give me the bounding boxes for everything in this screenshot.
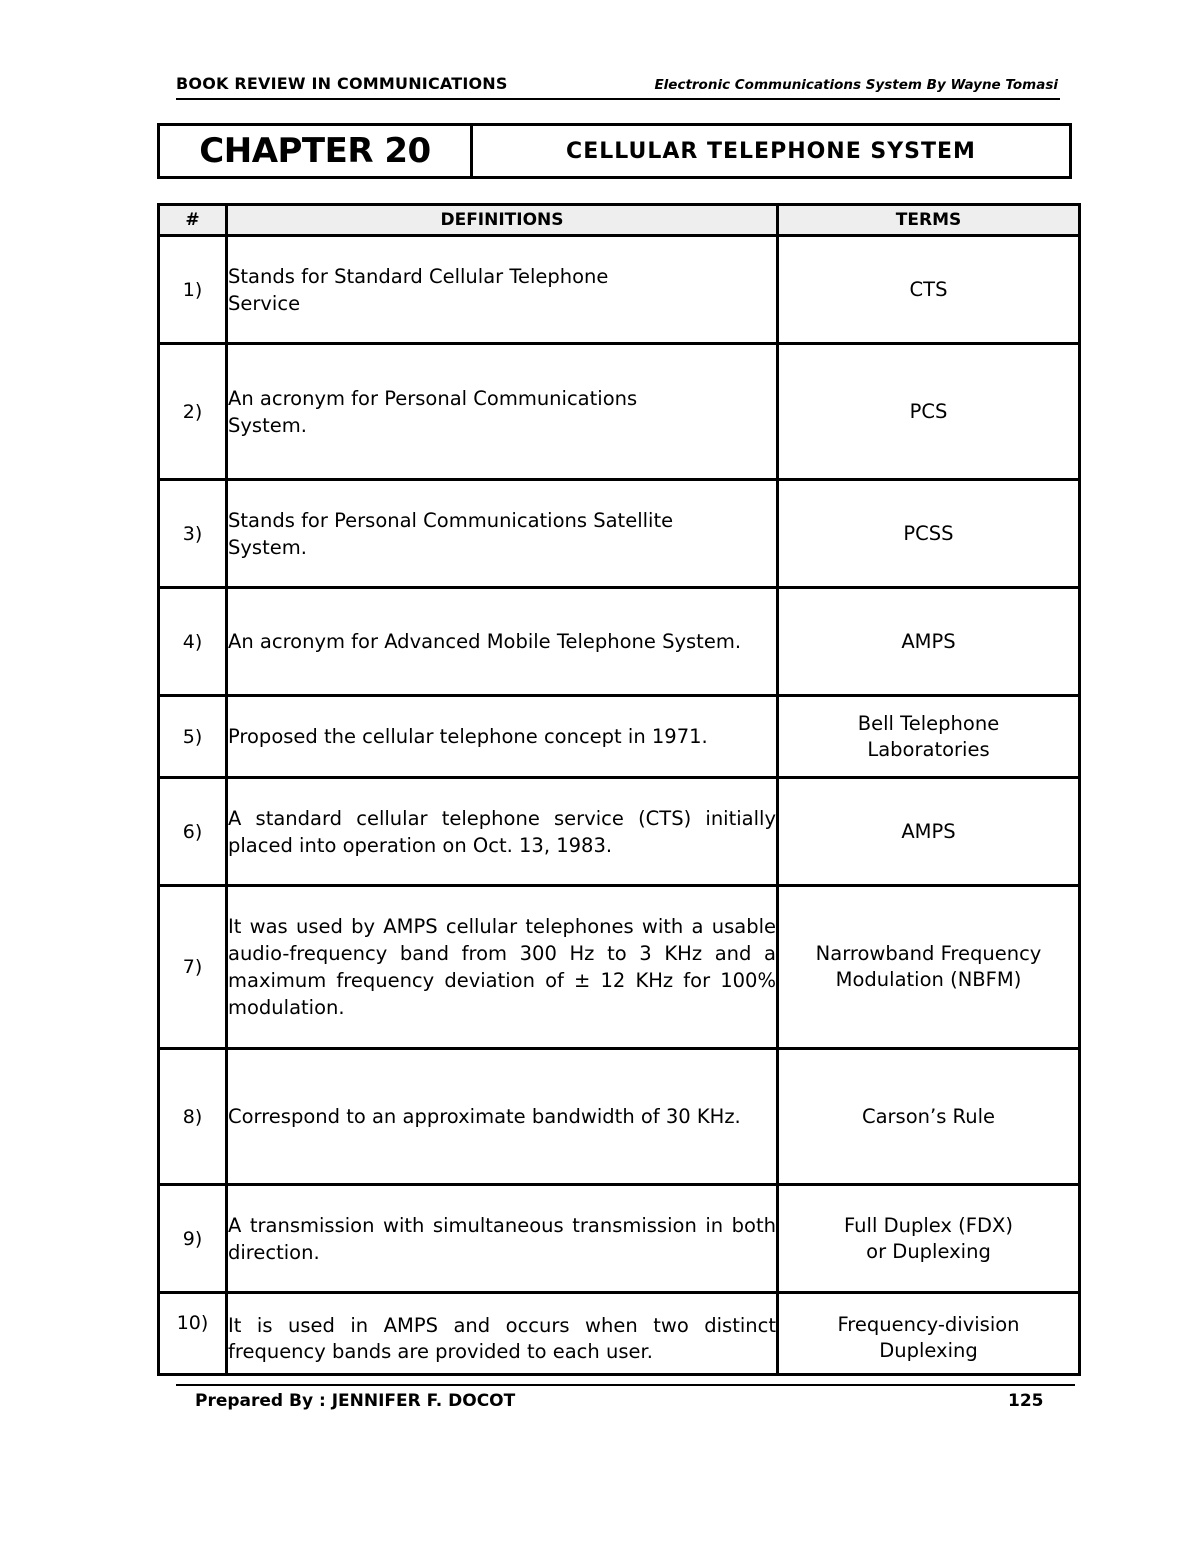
column-header-terms: TERMS bbox=[778, 205, 1080, 236]
term-line: Laboratories bbox=[867, 737, 990, 761]
table-row bbox=[159, 344, 1080, 480]
term-cell bbox=[778, 1185, 1080, 1293]
table-row bbox=[159, 1049, 1080, 1185]
term-line: Carson’s Rule bbox=[861, 1104, 996, 1128]
term-line: Full Duplex (FDX) bbox=[844, 1213, 1013, 1237]
definition-line: Service bbox=[228, 291, 301, 315]
chapter-title: CELLULAR TELEPHONE SYSTEM bbox=[566, 138, 976, 164]
definition-cell bbox=[227, 236, 778, 344]
footer-divider bbox=[176, 1384, 1075, 1386]
definition-line: An acronym for Personal Communications bbox=[228, 386, 638, 410]
definition-cell bbox=[227, 480, 778, 588]
term-line: AMPS bbox=[901, 629, 956, 653]
source-book: Electronic Communications System By Wayne Tomasi bbox=[654, 77, 1058, 93]
row-number: 10) bbox=[159, 1293, 227, 1375]
term-line: Modulation (NBFM) bbox=[835, 968, 1022, 991]
definitions-table bbox=[157, 203, 1081, 1376]
chapter-number: CHAPTER 20 bbox=[160, 126, 473, 176]
term-line: or Duplexing bbox=[866, 1239, 991, 1263]
term-cell bbox=[778, 1293, 1080, 1375]
row-number: 5) bbox=[159, 696, 227, 778]
term-cell bbox=[778, 1049, 1080, 1185]
page-header bbox=[176, 72, 1060, 100]
row-number: 6) bbox=[159, 778, 227, 886]
table-row bbox=[159, 1185, 1080, 1293]
definition-cell: A standard cellular telephone service (CTS) initially placed into operation on Oct. 13, 1983. bbox=[227, 778, 778, 886]
row-number: 1) bbox=[159, 236, 227, 344]
term-line: Duplexing bbox=[879, 1339, 978, 1362]
term-cell bbox=[778, 344, 1080, 480]
definition-cell bbox=[227, 344, 778, 480]
term-cell bbox=[778, 588, 1080, 696]
term-line: CTS bbox=[909, 277, 948, 301]
table-row bbox=[159, 886, 1080, 1049]
column-header-definitions: DEFINITIONS bbox=[227, 205, 778, 236]
definition-cell: Correspond to an approximate bandwidth of 30 KHz. bbox=[227, 1049, 778, 1185]
term-line: Frequency-division bbox=[837, 1313, 1020, 1336]
chapter-banner bbox=[157, 123, 1072, 179]
table-row bbox=[159, 778, 1080, 886]
term-line: AMPS bbox=[901, 819, 956, 843]
term-line: PCS bbox=[909, 399, 948, 423]
term-cell bbox=[778, 696, 1080, 778]
term-cell bbox=[778, 778, 1080, 886]
definition-line: System. bbox=[228, 535, 307, 559]
row-number: 3) bbox=[159, 480, 227, 588]
definition-cell: An acronym for Advanced Mobile Telephone System. bbox=[227, 588, 778, 696]
term-line: PCSS bbox=[903, 521, 954, 545]
term-line: Narrowband Frequency bbox=[815, 942, 1042, 965]
row-number: 4) bbox=[159, 588, 227, 696]
term-cell bbox=[778, 480, 1080, 588]
term-cell bbox=[778, 886, 1080, 1049]
prepared-by: Prepared By : JENNIFER F. DOCOT bbox=[195, 1391, 516, 1411]
definition-line: System. bbox=[228, 413, 307, 437]
definition-cell: Proposed the cellular telephone concept in 1971. bbox=[227, 696, 778, 778]
definition-line: Stands for Personal Communications Satellite bbox=[228, 508, 674, 532]
table-row bbox=[159, 588, 1080, 696]
row-number: 7) bbox=[159, 886, 227, 1049]
definition-cell: It is used in AMPS and occurs when two distinct frequency bands are provided to each user. bbox=[227, 1293, 778, 1375]
row-number: 8) bbox=[159, 1049, 227, 1185]
definition-cell: It was used by AMPS cellular telephones with a usable audio-frequency band from 300 Hz to 3 KHz and a maximum frequency deviation of ± 12 KHz for 100% modulation. bbox=[227, 886, 778, 1049]
row-number: 9) bbox=[159, 1185, 227, 1293]
table-header-row bbox=[159, 205, 1080, 236]
page-number: 125 bbox=[1008, 1391, 1044, 1411]
definition-line: Stands for Standard Cellular Telephone bbox=[228, 264, 609, 288]
term-cell bbox=[778, 236, 1080, 344]
definition-cell: A transmission with simultaneous transmission in both direction. bbox=[227, 1185, 778, 1293]
table-row bbox=[159, 236, 1080, 344]
column-header-number: # bbox=[159, 205, 227, 236]
table-row bbox=[159, 696, 1080, 778]
table-row bbox=[159, 480, 1080, 588]
term-line: Bell Telephone bbox=[857, 711, 1000, 735]
table-row bbox=[159, 1293, 1080, 1375]
book-title: BOOK REVIEW IN COMMUNICATIONS bbox=[176, 74, 508, 93]
row-number: 2) bbox=[159, 344, 227, 480]
